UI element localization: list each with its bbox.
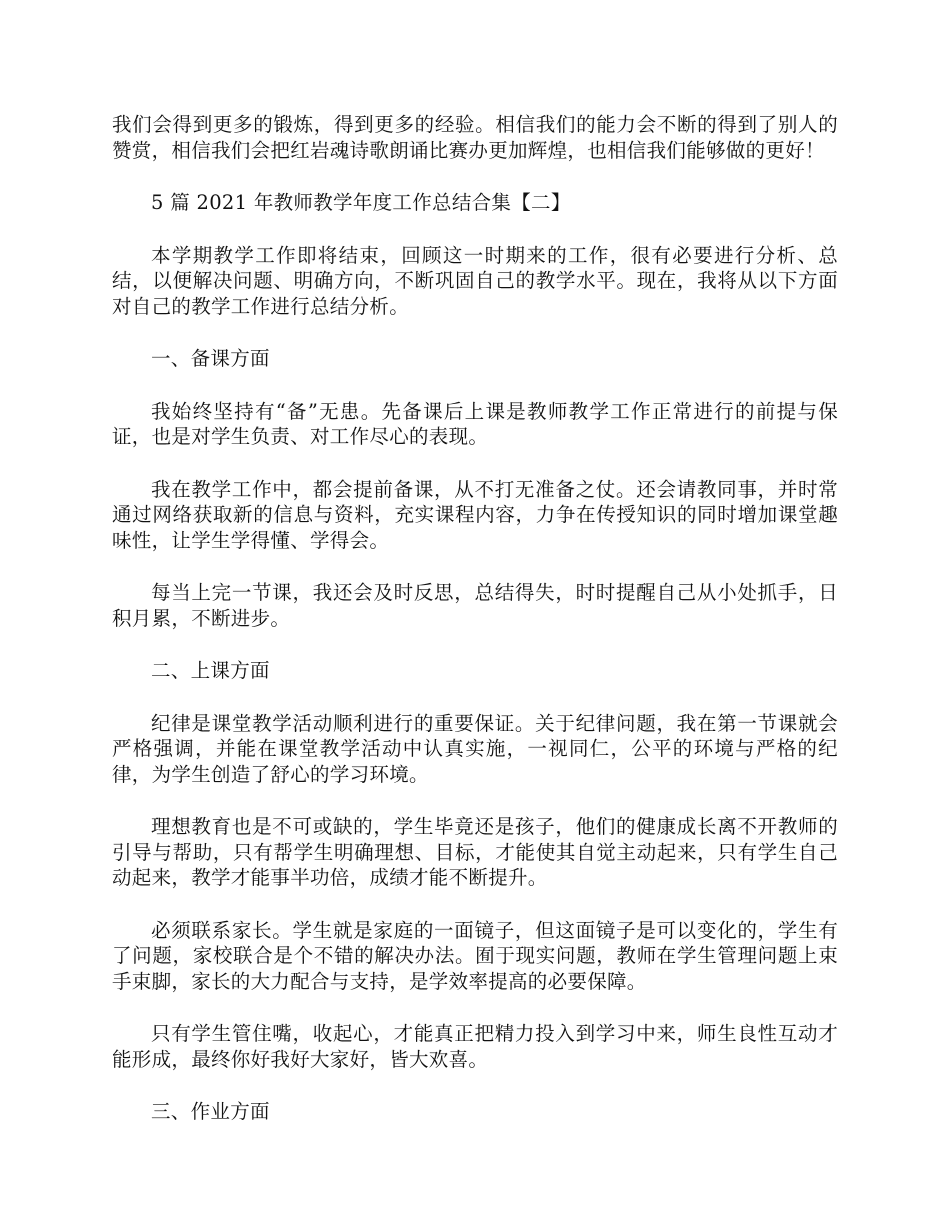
section-heading-homework: 三、作业方面	[151, 1100, 270, 1123]
paragraph: 纪律是课堂教学活动顺利进行的重要保证。关于纪律问题，我在第一节课就会严格强调，并能在课堂教学活动中认真实施，一视同仁，公平的环境与严格的纪律，为学生创造了舒心的学习环境。	[112, 711, 838, 786]
paragraph-intro: 本学期教学工作即将结束，回顾这一时期来的工作，很有必要进行分析、总结，以便解决问题、明确方向，不断巩固自己的教学水平。现在，我将从以下方面对自己的教学工作进行总结分析。	[112, 243, 838, 318]
paragraph-continued: 我们会得到更多的锻炼，得到更多的经验。相信我们的能力会不断的得到了别人的赞赏，相信我们会把红岩魂诗歌朗诵比赛办更加辉煌，也相信我们能够做的更好！	[112, 113, 838, 162]
section-heading-lesson-prep: 一、备课方面	[151, 347, 270, 370]
section-heading-teaching: 二、上课方面	[151, 659, 270, 682]
paragraph: 我在教学工作中，都会提前备课，从不打无准备之仗。还会请教同事，并时常通过网络获取新的信息与资料，充实课程内容，力争在传授知识的同时增加课堂趣味性，让学生学得懂、学得会。	[112, 477, 838, 552]
paragraph: 只有学生管住嘴，收起心，才能真正把精力投入到学习中来，师生良性互动才能形成，最终你好我好大家好，皆大欢喜。	[112, 1022, 838, 1071]
paragraph: 每当上完一节课，我还会及时反思，总结得失，时时提醒自己从小处抓手，日积月累，不断进步。	[112, 581, 838, 630]
paragraph: 我始终坚持有“备”无患。先备课后上课是教师教学工作正常进行的前提与保证，也是对学生负责、对工作尽心的表现。	[112, 399, 838, 448]
article-title: 5 篇 2021 年教师教学年度工作总结合集【二】	[151, 191, 571, 214]
paragraph: 必须联系家长。学生就是家庭的一面镜子，但这面镜子是可以变化的，学生有了问题，家校联合是个不错的解决办法。囿于现实问题，教师在学生管理问题上束手束脚，家长的大力配合与支持，是学效率提高的必要保障。	[112, 918, 838, 993]
paragraph: 理想教育也是不可或缺的，学生毕竟还是孩子，他们的健康成长离不开教师的引导与帮助，只有帮学生明确理想、目标，才能使其自觉主动起来，只有学生自己动起来，教学才能事半功倍，成绩才能不断提升。	[112, 815, 838, 889]
